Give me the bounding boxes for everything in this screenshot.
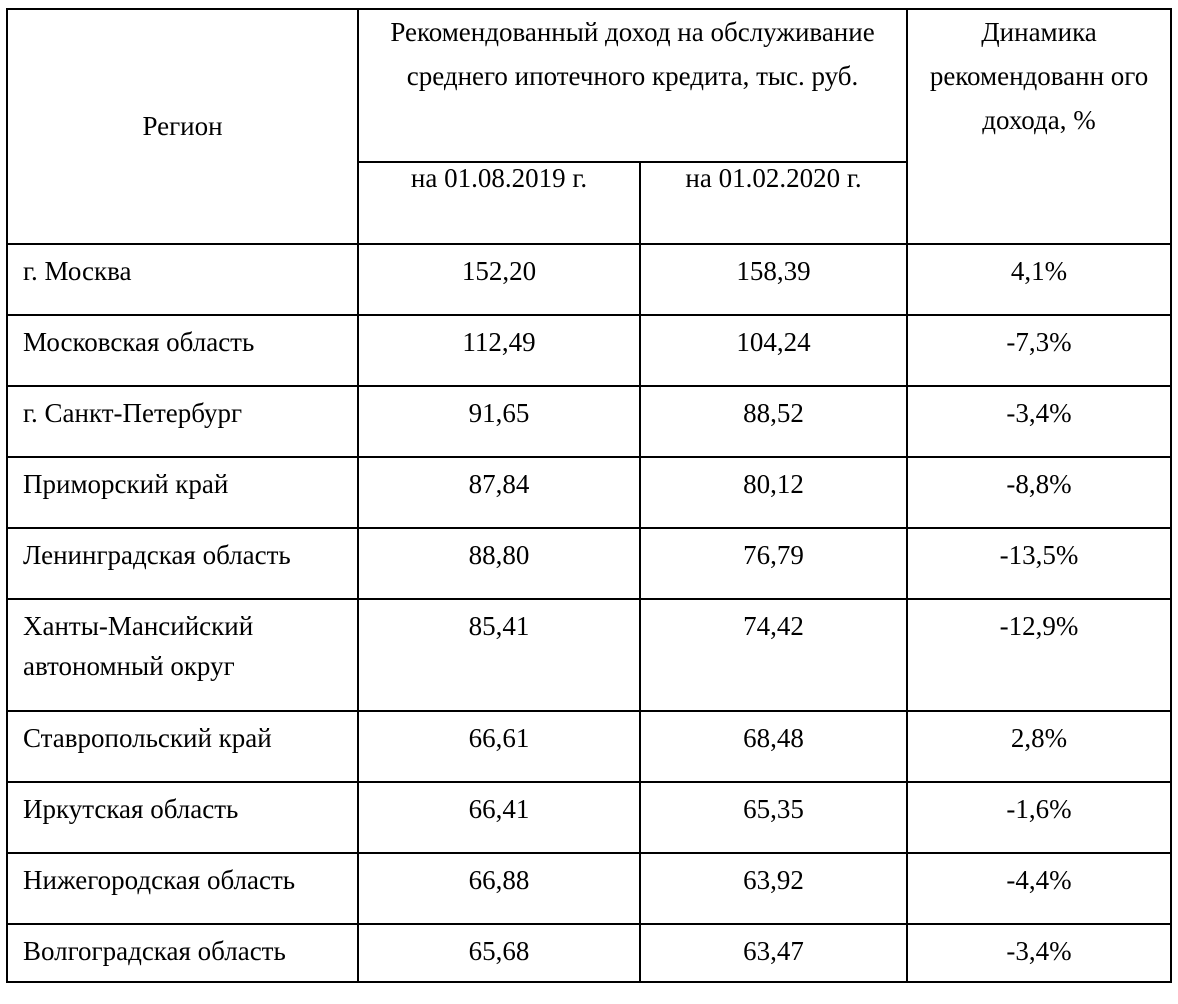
region-cell: Волгоградская область	[7, 924, 358, 982]
value-2019-cell: 91,65	[358, 386, 640, 457]
header-date-2020: на 01.02.2020 г.	[640, 162, 907, 244]
header-region: Регион	[7, 9, 358, 244]
dynamics-cell: 2,8%	[907, 711, 1171, 782]
value-2019-cell: 66,88	[358, 853, 640, 924]
value-2020-cell: 63,92	[640, 853, 907, 924]
value-2020-cell: 68,48	[640, 711, 907, 782]
value-2020-cell: 88,52	[640, 386, 907, 457]
value-2020-cell: 63,47	[640, 924, 907, 982]
value-2020-cell: 80,12	[640, 457, 907, 528]
region-cell: г. Москва	[7, 244, 358, 315]
value-2020-cell: 74,42	[640, 599, 907, 711]
dynamics-cell: -1,6%	[907, 782, 1171, 853]
dynamics-cell: -3,4%	[907, 924, 1171, 982]
value-2020-cell: 158,39	[640, 244, 907, 315]
table-row	[7, 782, 1171, 853]
header-income-group: Рекомендованный доход на обслуживание среднего ипотечного кредита, тыс. руб.	[358, 9, 907, 162]
value-2019-cell: 65,68	[358, 924, 640, 982]
dynamics-cell: -7,3%	[907, 315, 1171, 386]
region-cell: Нижегородская область	[7, 853, 358, 924]
region-cell: Иркутская область	[7, 782, 358, 853]
value-2019-cell: 88,80	[358, 528, 640, 599]
dynamics-cell: -13,5%	[907, 528, 1171, 599]
value-2020-cell: 76,79	[640, 528, 907, 599]
header-dynamics: Динамика рекомендованн ого дохода, %	[907, 9, 1171, 244]
value-2019-cell: 85,41	[358, 599, 640, 711]
region-cell: Ленинградская область	[7, 528, 358, 599]
dynamics-cell: 4,1%	[907, 244, 1171, 315]
table-row	[7, 315, 1171, 386]
region-cell: Приморский край	[7, 457, 358, 528]
region-cell: г. Санкт-Петербург	[7, 386, 358, 457]
dynamics-cell: -8,8%	[907, 457, 1171, 528]
dynamics-cell: -3,4%	[907, 386, 1171, 457]
header-date-2019: на 01.08.2019 г.	[358, 162, 640, 244]
dynamics-cell: -12,9%	[907, 599, 1171, 711]
value-2019-cell: 66,61	[358, 711, 640, 782]
table-row	[7, 528, 1171, 599]
dynamics-cell: -4,4%	[907, 853, 1171, 924]
value-2019-cell: 87,84	[358, 457, 640, 528]
value-2019-cell: 66,41	[358, 782, 640, 853]
value-2020-cell: 104,24	[640, 315, 907, 386]
table-row	[7, 599, 1171, 711]
table-row	[7, 244, 1171, 315]
value-2019-cell: 112,49	[358, 315, 640, 386]
table-row	[7, 386, 1171, 457]
region-cell: Московская область	[7, 315, 358, 386]
region-cell: Ставропольский край	[7, 711, 358, 782]
value-2020-cell: 65,35	[640, 782, 907, 853]
table-row	[7, 853, 1171, 924]
table-row	[7, 924, 1171, 982]
region-cell: Ханты-Мансийский автономный округ	[7, 599, 358, 711]
table-row	[7, 711, 1171, 782]
table-row	[7, 457, 1171, 528]
value-2019-cell: 152,20	[358, 244, 640, 315]
income-table	[6, 8, 1172, 983]
